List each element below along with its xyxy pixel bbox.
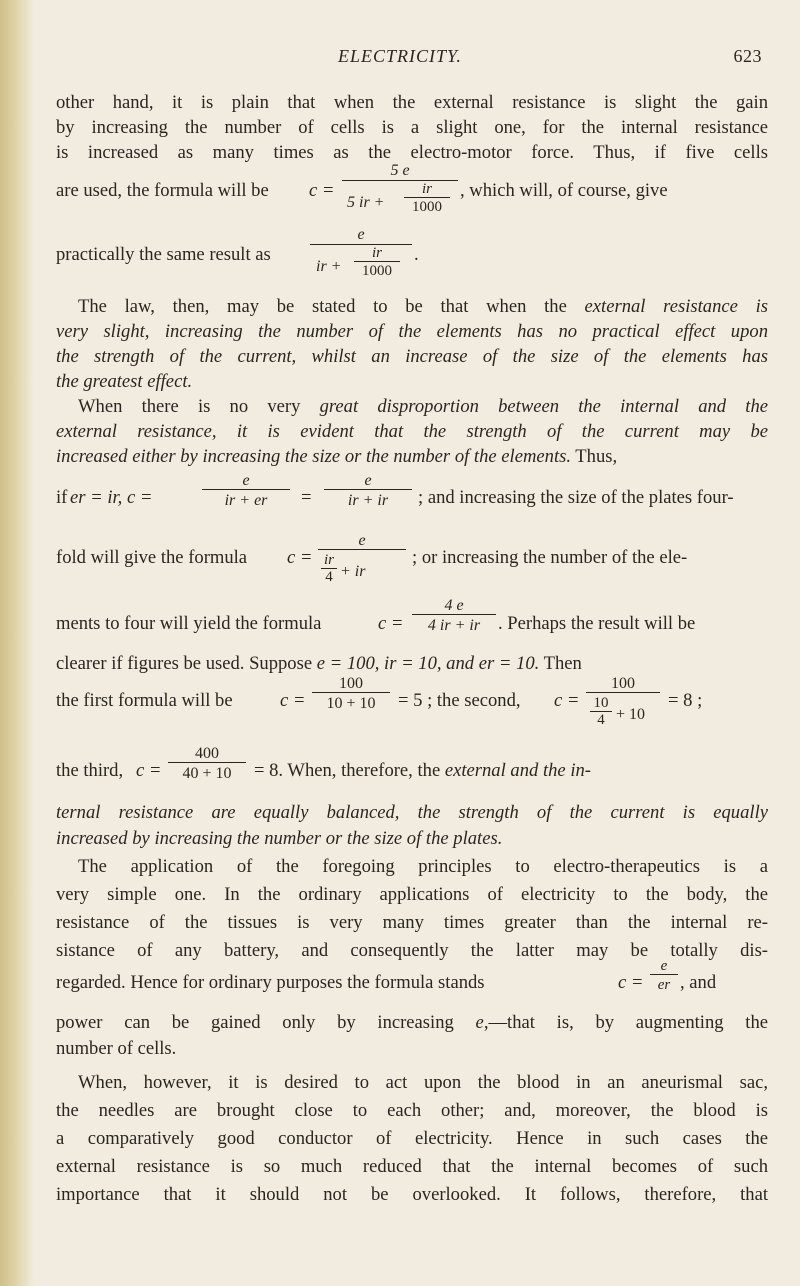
text-line: increased by increasing the number or the size of the plates. xyxy=(56,828,503,849)
text-line: external resistance is so much reduced that the internal becomes of such xyxy=(56,1156,768,1177)
text-segment: , and xyxy=(680,972,717,993)
nested-denominator: 4 xyxy=(325,569,333,585)
nested-numerator: 10 xyxy=(593,695,609,711)
text-line: very slight, increasing the number of the elements has no practical effect upon xyxy=(56,321,768,342)
formula-numerator: e xyxy=(364,472,372,489)
text-segment: the first formula will be xyxy=(56,690,233,711)
text-segment: ,—that is, by augmenting the xyxy=(483,1012,768,1033)
text-line: number of cells. xyxy=(56,1038,177,1059)
formula-denominator: 10 + 10 xyxy=(326,695,376,712)
text-line: When, however, it is desired to act upon the blood in an aneurismal sac, xyxy=(78,1072,768,1093)
text-line xyxy=(56,296,768,318)
formula-lhs: c = xyxy=(280,690,306,711)
formula-numerator: 400 xyxy=(195,745,219,762)
text-segment: . Perhaps the result will be xyxy=(498,613,696,634)
text-segment: The law, then, may be stated to be that when the xyxy=(78,296,585,317)
formula-lhs: c = xyxy=(618,972,644,993)
formula-third-numeric xyxy=(168,745,246,783)
text-segment: are used, the formula will be xyxy=(56,180,269,201)
text-segment: , which will, of course, give xyxy=(460,180,668,201)
book-page xyxy=(56,0,768,1286)
page-number: 623 xyxy=(733,46,762,66)
formula-denominator: ir + er xyxy=(224,492,268,509)
formula-equals: = xyxy=(301,487,312,508)
text-line: the greatest effect. xyxy=(56,371,193,392)
text-line: the strength of the current, whilst an increase of the size of the elements has xyxy=(56,346,768,367)
nested-fraction xyxy=(354,245,400,280)
text-segment: ; and increasing the size of the plates four- xyxy=(418,487,734,508)
formula-5e-over-5ir xyxy=(342,162,458,221)
text-segment: ; or increasing the number of the ele- xyxy=(412,547,688,568)
formula-denominator-term: 5 ir + xyxy=(347,194,385,211)
formula-e-over-quarter-ir xyxy=(318,532,406,592)
text-line xyxy=(56,446,768,468)
formula-denominator: er xyxy=(657,977,671,993)
text-segment: practically the same result as xyxy=(56,244,271,265)
text-line: external resistance, it is evident that the strength of the current may be xyxy=(56,421,768,442)
formula-e-over-ir-plus-er xyxy=(202,472,290,510)
text-line: the needles are brought close to each other; and, moreover, the blood is xyxy=(56,1100,768,1121)
formula-e-over-ir xyxy=(310,226,412,285)
nested-fraction xyxy=(321,552,337,586)
text-segment: Thus, xyxy=(571,446,618,467)
emphasis-text: e xyxy=(475,1012,484,1033)
formula-denominator: 4 ir + ir xyxy=(427,617,481,634)
formula-numerator: 5 e xyxy=(390,162,410,179)
nested-denominator: 1000 xyxy=(362,263,392,279)
emphasis-text: external and the in- xyxy=(444,760,591,781)
formula-e-over-er xyxy=(650,958,678,994)
text-line: resistance of the tissues is very many times greater than the internal re- xyxy=(56,912,768,933)
text-segment: ments to four will yield the formula xyxy=(56,613,322,634)
formula-lhs: c = xyxy=(309,180,335,201)
formula-e-over-ir-plus-ir xyxy=(324,472,412,510)
nested-denominator: 1000 xyxy=(412,199,442,215)
formula-denominator-term: + ir xyxy=(340,563,366,580)
text-line: is increased as many times as the electro-motor force. Thus, if five cells xyxy=(56,142,768,163)
text-line: by increasing the number of cells is a slight one, for the internal resistance xyxy=(56,117,768,138)
formula-condition: er = ir, c = xyxy=(70,487,153,508)
text-segment: = 8. When, therefore, the xyxy=(254,760,445,781)
formula-values: e = 100, ir = 10, and er = 10. xyxy=(316,653,540,674)
text-segment: When there is no very xyxy=(78,396,320,417)
text-line xyxy=(56,396,768,418)
formula-denominator-term: + 10 xyxy=(616,706,646,723)
text-segment: Then xyxy=(539,653,582,674)
formula-lhs: c = xyxy=(136,760,162,781)
nested-numerator: ir xyxy=(421,181,432,197)
text-line xyxy=(56,1012,768,1034)
nested-fraction xyxy=(404,181,450,216)
text-segment: = 8 ; xyxy=(668,690,703,711)
text-line: a comparatively good conductor of electricity. Hence in such cases the xyxy=(56,1128,768,1149)
formula-numerator: e xyxy=(358,532,366,549)
formula-lhs: c = xyxy=(378,613,404,634)
page-gutter-shadow xyxy=(0,0,34,1286)
formula-second-numeric xyxy=(586,675,660,735)
formula-numerator: 100 xyxy=(611,675,635,692)
running-head xyxy=(56,46,768,70)
text-line: The application of the foregoing principles to electro-therapeutics is a xyxy=(78,856,768,877)
text-segment: fold will give the formula xyxy=(56,547,248,568)
emphasis-text: external resistance is xyxy=(584,296,768,317)
formula-4e-over-4ir xyxy=(412,597,496,635)
emphasis-text: great disproportion between the internal and the xyxy=(319,396,768,417)
formula-lhs: c = xyxy=(554,690,580,711)
formula-numerator: 4 e xyxy=(444,597,464,614)
text-line: other hand, it is plain that when the external resistance is slight the gain xyxy=(56,92,768,113)
text-segment: regarded. Hence for ordinary purposes the formula stands xyxy=(56,972,485,993)
text-line: very simple one. In the ordinary applications of electricity to the body, the xyxy=(56,884,768,905)
running-head-title: ELECTRICITY. xyxy=(338,46,462,66)
text-line xyxy=(56,653,768,675)
emphasis-text: increased either by increasing the size or the number of the elements. xyxy=(56,446,571,467)
formula-denominator-term: ir + xyxy=(316,258,342,275)
text-segment: if xyxy=(56,487,68,508)
punctuation: . xyxy=(414,244,419,265)
formula-denominator: ir + ir xyxy=(347,492,389,509)
formula-lhs: c = xyxy=(287,547,313,568)
formula-denominator: 40 + 10 xyxy=(182,765,232,782)
nested-numerator: ir xyxy=(323,552,334,568)
formula-first-numeric xyxy=(312,675,390,713)
text-line: importance that it should not be overlooked. It follows, therefore, that xyxy=(56,1184,768,1205)
text-line: sistance of any battery, and consequently the latter may be totally dis- xyxy=(56,940,768,961)
text-segment: power can be gained only by increasing xyxy=(56,1012,476,1033)
formula-numerator: 100 xyxy=(339,675,363,692)
formula-numerator: e xyxy=(357,226,365,243)
text-segment: the third, xyxy=(56,760,124,781)
nested-denominator: 4 xyxy=(597,712,605,728)
formula-numerator: e xyxy=(660,958,668,974)
text-segment: = 5 ; the second, xyxy=(398,690,521,711)
nested-numerator: ir xyxy=(371,245,382,261)
nested-fraction xyxy=(590,695,612,729)
text-segment: clearer if figures be used. Suppose xyxy=(56,653,317,674)
text-line xyxy=(254,760,591,782)
text-line: ternal resistance are equally balanced, the strength of the current is equally xyxy=(56,802,768,823)
formula-numerator: e xyxy=(242,472,250,489)
